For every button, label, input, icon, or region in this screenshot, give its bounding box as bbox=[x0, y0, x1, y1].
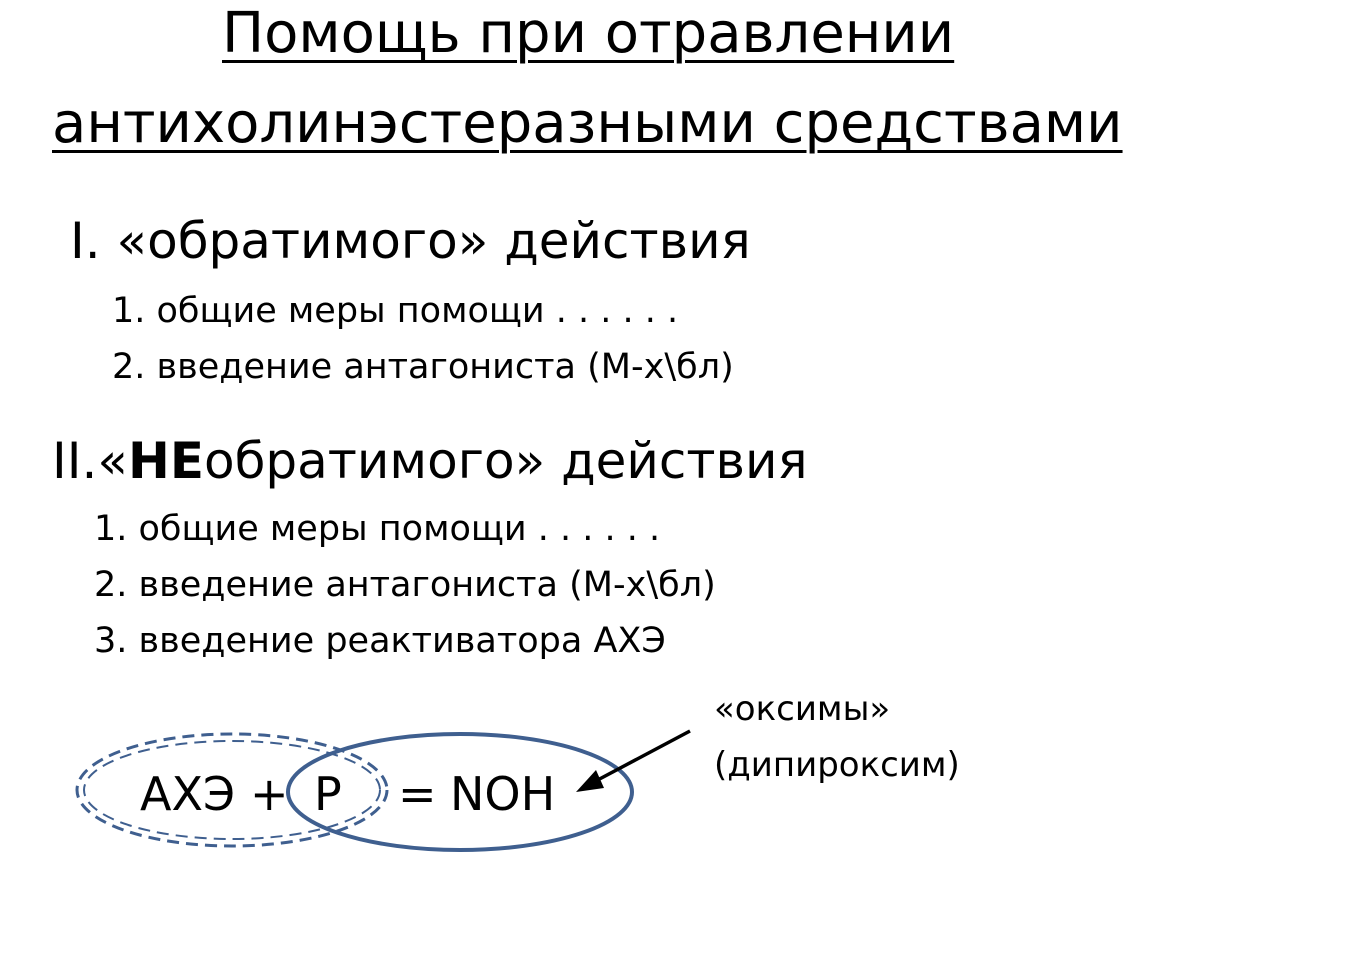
list-item: 2. введение антагониста (М-х\бл) bbox=[112, 347, 734, 387]
list-item: 1. общие меры помощи . . . . . . bbox=[112, 291, 679, 331]
formula-plus: + bbox=[250, 767, 289, 821]
formula-group: NOH bbox=[450, 767, 556, 821]
list-item: 1. общие меры помощи . . . . . . bbox=[94, 509, 661, 549]
page-title-line-2: антихолинэстеразными средствами bbox=[52, 91, 1123, 156]
section-reversible-heading: I. «обратимого» действия bbox=[70, 212, 751, 270]
arrow-head-icon bbox=[576, 770, 604, 792]
formula-enzyme: АХЭ bbox=[140, 767, 236, 821]
heading-prefix: II.« bbox=[52, 432, 128, 490]
dipiroxime-note: (дипироксим) bbox=[714, 745, 960, 785]
oximes-note: «оксимы» bbox=[714, 689, 891, 729]
heading-bold-not: НЕ bbox=[127, 432, 204, 490]
page-title-line-1: Помощь при отравлении bbox=[222, 1, 955, 66]
arrow-line bbox=[592, 731, 690, 783]
list-item: 3. введение реактиватора АХЭ bbox=[94, 621, 666, 661]
formula-reagent: Р bbox=[314, 767, 342, 821]
list-item: 2. введение антагониста (М-х\бл) bbox=[94, 565, 716, 605]
formula-equals: = bbox=[398, 767, 437, 821]
heading-suffix: обратимого» действия bbox=[204, 432, 808, 490]
